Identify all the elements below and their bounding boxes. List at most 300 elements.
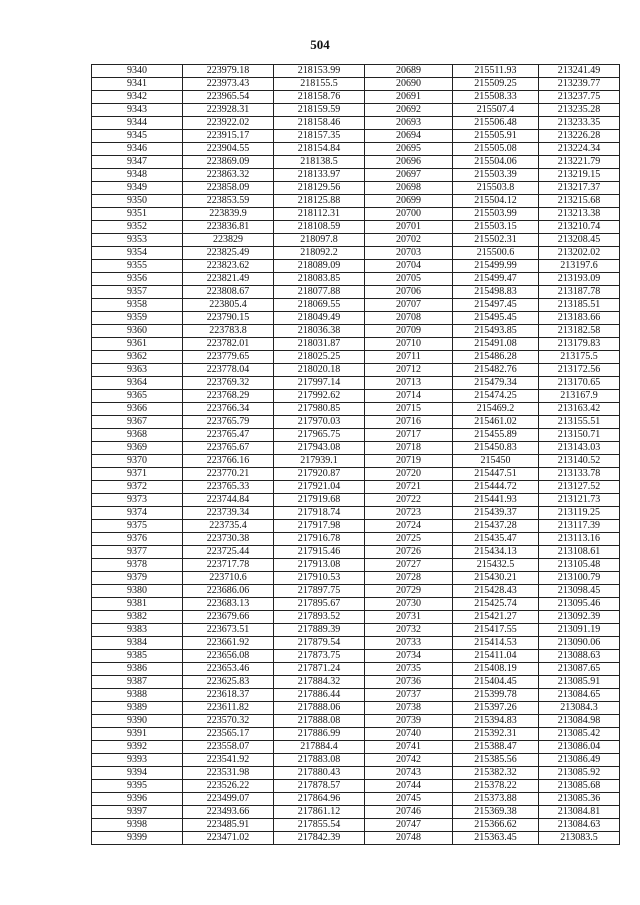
point-number-cell: 20704	[365, 260, 453, 273]
point-number-cell: 9390	[92, 715, 183, 728]
point-number-cell: 9388	[92, 689, 183, 702]
table-row	[92, 416, 620, 429]
point-number-cell: 9365	[92, 390, 183, 403]
y-coordinate-cell: 217884.32	[274, 676, 365, 689]
x-coordinate-cell: 223904.55	[183, 143, 274, 156]
x-coordinate-cell: 223725.44	[183, 546, 274, 559]
y-coordinate-cell: 217980.85	[274, 403, 365, 416]
point-number-cell: 9380	[92, 585, 183, 598]
table-row	[92, 104, 620, 117]
table-row	[92, 429, 620, 442]
y-coordinate-cell: 218155.5	[274, 78, 365, 91]
y-coordinate-cell: 217970.03	[274, 416, 365, 429]
point-number-cell: 20706	[365, 286, 453, 299]
table-row	[92, 598, 620, 611]
coordinates-table	[91, 64, 620, 845]
x-coordinate-cell: 223928.31	[183, 104, 274, 117]
x-coordinate-cell: 215404.45	[453, 676, 539, 689]
x-coordinate-cell: 215503.15	[453, 221, 539, 234]
point-number-cell: 9363	[92, 364, 183, 377]
x-coordinate-cell: 215394.83	[453, 715, 539, 728]
point-number-cell: 9392	[92, 741, 183, 754]
x-coordinate-cell: 215425.74	[453, 598, 539, 611]
x-coordinate-cell: 223839.9	[183, 208, 274, 221]
point-number-cell: 20702	[365, 234, 453, 247]
point-number-cell: 20714	[365, 390, 453, 403]
point-number-cell: 20722	[365, 494, 453, 507]
y-coordinate-cell: 213083.5	[539, 832, 620, 845]
table-row	[92, 260, 620, 273]
y-coordinate-cell: 213187.78	[539, 286, 620, 299]
x-coordinate-cell: 223683.13	[183, 598, 274, 611]
table-row	[92, 637, 620, 650]
x-coordinate-cell: 223790.15	[183, 312, 274, 325]
y-coordinate-cell: 217883.08	[274, 754, 365, 767]
y-coordinate-cell: 217921.04	[274, 481, 365, 494]
point-number-cell: 9397	[92, 806, 183, 819]
point-number-cell: 20731	[365, 611, 453, 624]
point-number-cell: 20707	[365, 299, 453, 312]
table-row	[92, 780, 620, 793]
table-row	[92, 442, 620, 455]
table-row	[92, 494, 620, 507]
x-coordinate-cell: 223565.17	[183, 728, 274, 741]
x-coordinate-cell: 223766.16	[183, 455, 274, 468]
x-coordinate-cell: 215444.72	[453, 481, 539, 494]
x-coordinate-cell: 215363.45	[453, 832, 539, 845]
point-number-cell: 9385	[92, 650, 183, 663]
y-coordinate-cell: 218031.87	[274, 338, 365, 351]
x-coordinate-cell: 215486.28	[453, 351, 539, 364]
point-number-cell: 9360	[92, 325, 183, 338]
table-row	[92, 611, 620, 624]
point-number-cell: 9362	[92, 351, 183, 364]
point-number-cell: 20733	[365, 637, 453, 650]
table-row	[92, 819, 620, 832]
point-number-cell: 20737	[365, 689, 453, 702]
point-number-cell: 9344	[92, 117, 183, 130]
point-number-cell: 9351	[92, 208, 183, 221]
x-coordinate-cell: 223766.34	[183, 403, 274, 416]
x-coordinate-cell: 223922.02	[183, 117, 274, 130]
x-coordinate-cell: 223653.46	[183, 663, 274, 676]
point-number-cell: 20747	[365, 819, 453, 832]
x-coordinate-cell: 215500.6	[453, 247, 539, 260]
y-coordinate-cell: 218083.85	[274, 273, 365, 286]
table-row	[92, 663, 620, 676]
x-coordinate-cell: 223625.83	[183, 676, 274, 689]
x-coordinate-cell: 215411.04	[453, 650, 539, 663]
x-coordinate-cell: 223471.02	[183, 832, 274, 845]
table-row	[92, 715, 620, 728]
y-coordinate-cell: 213084.98	[539, 715, 620, 728]
x-coordinate-cell: 215369.38	[453, 806, 539, 819]
y-coordinate-cell: 213193.09	[539, 273, 620, 286]
x-coordinate-cell: 223821.49	[183, 273, 274, 286]
x-coordinate-cell: 223783.8	[183, 325, 274, 338]
point-number-cell: 9355	[92, 260, 183, 273]
x-coordinate-cell: 215505.91	[453, 130, 539, 143]
point-number-cell: 9386	[92, 663, 183, 676]
y-coordinate-cell: 218020.18	[274, 364, 365, 377]
x-coordinate-cell: 215437.28	[453, 520, 539, 533]
y-coordinate-cell: 217871.24	[274, 663, 365, 676]
table-row	[92, 195, 620, 208]
table-row	[92, 286, 620, 299]
y-coordinate-cell: 218153.99	[274, 65, 365, 78]
x-coordinate-cell: 215385.56	[453, 754, 539, 767]
y-coordinate-cell: 218159.59	[274, 104, 365, 117]
y-coordinate-cell: 213140.52	[539, 455, 620, 468]
x-coordinate-cell: 215432.5	[453, 559, 539, 572]
y-coordinate-cell: 213167.9	[539, 390, 620, 403]
table-row	[92, 234, 620, 247]
point-number-cell: 20691	[365, 91, 453, 104]
x-coordinate-cell: 215366.62	[453, 819, 539, 832]
x-coordinate-cell: 215469.2	[453, 403, 539, 416]
table-row	[92, 806, 620, 819]
table-row	[92, 338, 620, 351]
y-coordinate-cell: 213235.28	[539, 104, 620, 117]
x-coordinate-cell: 215497.45	[453, 299, 539, 312]
y-coordinate-cell: 213208.45	[539, 234, 620, 247]
table-row	[92, 689, 620, 702]
x-coordinate-cell: 215378.22	[453, 780, 539, 793]
point-number-cell: 9399	[92, 832, 183, 845]
x-coordinate-cell: 215408.19	[453, 663, 539, 676]
y-coordinate-cell: 213143.03	[539, 442, 620, 455]
x-coordinate-cell: 223765.79	[183, 416, 274, 429]
y-coordinate-cell: 218069.55	[274, 299, 365, 312]
point-number-cell: 20695	[365, 143, 453, 156]
point-number-cell: 20717	[365, 429, 453, 442]
y-coordinate-cell: 217919.68	[274, 494, 365, 507]
y-coordinate-cell: 213092.39	[539, 611, 620, 624]
y-coordinate-cell: 218025.25	[274, 351, 365, 364]
x-coordinate-cell: 215507.4	[453, 104, 539, 117]
x-coordinate-cell: 223823.62	[183, 260, 274, 273]
table-row	[92, 767, 620, 780]
table-row	[92, 403, 620, 416]
point-number-cell: 9375	[92, 520, 183, 533]
y-coordinate-cell: 213179.83	[539, 338, 620, 351]
point-number-cell: 9343	[92, 104, 183, 117]
y-coordinate-cell: 217915.46	[274, 546, 365, 559]
y-coordinate-cell: 213119.25	[539, 507, 620, 520]
point-number-cell: 20709	[365, 325, 453, 338]
y-coordinate-cell: 213117.39	[539, 520, 620, 533]
x-coordinate-cell: 215430.21	[453, 572, 539, 585]
x-coordinate-cell: 215508.33	[453, 91, 539, 104]
x-coordinate-cell: 223863.32	[183, 169, 274, 182]
y-coordinate-cell: 217916.78	[274, 533, 365, 546]
x-coordinate-cell: 223979.18	[183, 65, 274, 78]
y-coordinate-cell: 213085.91	[539, 676, 620, 689]
y-coordinate-cell: 218036.38	[274, 325, 365, 338]
table-row	[92, 572, 620, 585]
x-coordinate-cell: 215439.37	[453, 507, 539, 520]
y-coordinate-cell: 217884.4	[274, 741, 365, 754]
y-coordinate-cell: 213090.06	[539, 637, 620, 650]
y-coordinate-cell: 217886.44	[274, 689, 365, 702]
y-coordinate-cell: 213217.37	[539, 182, 620, 195]
point-number-cell: 9358	[92, 299, 183, 312]
point-number-cell: 20726	[365, 546, 453, 559]
table-row	[92, 169, 620, 182]
x-coordinate-cell: 223765.33	[183, 481, 274, 494]
table-row	[92, 377, 620, 390]
x-coordinate-cell: 215503.8	[453, 182, 539, 195]
y-coordinate-cell: 217918.74	[274, 507, 365, 520]
table-row	[92, 78, 620, 91]
y-coordinate-cell: 213239.77	[539, 78, 620, 91]
point-number-cell: 20723	[365, 507, 453, 520]
y-coordinate-cell: 217855.54	[274, 819, 365, 832]
table-row	[92, 325, 620, 338]
x-coordinate-cell: 223770.21	[183, 468, 274, 481]
y-coordinate-cell: 213219.15	[539, 169, 620, 182]
y-coordinate-cell: 217920.87	[274, 468, 365, 481]
x-coordinate-cell: 223570.32	[183, 715, 274, 728]
x-coordinate-cell: 223829	[183, 234, 274, 247]
point-number-cell: 20730	[365, 598, 453, 611]
point-number-cell: 9398	[92, 819, 183, 832]
point-number-cell: 20728	[365, 572, 453, 585]
x-coordinate-cell: 215509.25	[453, 78, 539, 91]
table-row	[92, 793, 620, 806]
point-number-cell: 9352	[92, 221, 183, 234]
x-coordinate-cell: 223661.92	[183, 637, 274, 650]
x-coordinate-cell: 223768.29	[183, 390, 274, 403]
point-number-cell: 9371	[92, 468, 183, 481]
point-number-cell: 9361	[92, 338, 183, 351]
x-coordinate-cell: 223744.84	[183, 494, 274, 507]
y-coordinate-cell: 213127.52	[539, 481, 620, 494]
y-coordinate-cell: 217897.75	[274, 585, 365, 598]
y-coordinate-cell: 213226.28	[539, 130, 620, 143]
point-number-cell: 9394	[92, 767, 183, 780]
table-body	[92, 65, 620, 845]
table-row	[92, 91, 620, 104]
y-coordinate-cell: 213150.71	[539, 429, 620, 442]
y-coordinate-cell: 218112.31	[274, 208, 365, 221]
y-coordinate-cell: 213163.42	[539, 403, 620, 416]
point-number-cell: 9383	[92, 624, 183, 637]
y-coordinate-cell: 213088.63	[539, 650, 620, 663]
point-number-cell: 9370	[92, 455, 183, 468]
table-row	[92, 741, 620, 754]
y-coordinate-cell: 213084.63	[539, 819, 620, 832]
point-number-cell: 9340	[92, 65, 183, 78]
x-coordinate-cell: 223869.09	[183, 156, 274, 169]
y-coordinate-cell: 217889.39	[274, 624, 365, 637]
x-coordinate-cell: 215450	[453, 455, 539, 468]
y-coordinate-cell: 218089.09	[274, 260, 365, 273]
point-number-cell: 20713	[365, 377, 453, 390]
y-coordinate-cell: 218158.46	[274, 117, 365, 130]
y-coordinate-cell: 217913.08	[274, 559, 365, 572]
point-number-cell: 9387	[92, 676, 183, 689]
y-coordinate-cell: 218154.84	[274, 143, 365, 156]
table-row	[92, 364, 620, 377]
point-number-cell: 20715	[365, 403, 453, 416]
point-number-cell: 9350	[92, 195, 183, 208]
point-number-cell: 9367	[92, 416, 183, 429]
x-coordinate-cell: 223765.67	[183, 442, 274, 455]
y-coordinate-cell: 213233.35	[539, 117, 620, 130]
table-row	[92, 65, 620, 78]
x-coordinate-cell: 223973.43	[183, 78, 274, 91]
y-coordinate-cell: 213170.65	[539, 377, 620, 390]
point-number-cell: 9353	[92, 234, 183, 247]
x-coordinate-cell: 223558.07	[183, 741, 274, 754]
y-coordinate-cell: 217873.75	[274, 650, 365, 663]
x-coordinate-cell: 223778.04	[183, 364, 274, 377]
table-row	[92, 468, 620, 481]
x-coordinate-cell: 215493.85	[453, 325, 539, 338]
x-coordinate-cell: 215498.83	[453, 286, 539, 299]
table-row	[92, 299, 620, 312]
y-coordinate-cell: 218133.97	[274, 169, 365, 182]
point-number-cell: 9366	[92, 403, 183, 416]
point-number-cell: 9357	[92, 286, 183, 299]
y-coordinate-cell: 217888.08	[274, 715, 365, 728]
y-coordinate-cell: 213084.3	[539, 702, 620, 715]
point-number-cell: 20746	[365, 806, 453, 819]
table-row	[92, 130, 620, 143]
point-number-cell: 20740	[365, 728, 453, 741]
x-coordinate-cell: 215502.31	[453, 234, 539, 247]
x-coordinate-cell: 215417.55	[453, 624, 539, 637]
y-coordinate-cell: 213085.68	[539, 780, 620, 793]
point-number-cell: 9341	[92, 78, 183, 91]
y-coordinate-cell: 213100.79	[539, 572, 620, 585]
y-coordinate-cell: 213086.49	[539, 754, 620, 767]
y-coordinate-cell: 213084.81	[539, 806, 620, 819]
x-coordinate-cell: 215461.02	[453, 416, 539, 429]
point-number-cell: 9377	[92, 546, 183, 559]
y-coordinate-cell: 217878.57	[274, 780, 365, 793]
x-coordinate-cell: 215504.12	[453, 195, 539, 208]
y-coordinate-cell: 213210.74	[539, 221, 620, 234]
point-number-cell: 20727	[365, 559, 453, 572]
table-row	[92, 624, 620, 637]
y-coordinate-cell: 218125.88	[274, 195, 365, 208]
x-coordinate-cell: 215397.26	[453, 702, 539, 715]
x-coordinate-cell: 215506.48	[453, 117, 539, 130]
y-coordinate-cell: 213087.65	[539, 663, 620, 676]
point-number-cell: 9378	[92, 559, 183, 572]
point-number-cell: 20725	[365, 533, 453, 546]
y-coordinate-cell: 217879.54	[274, 637, 365, 650]
y-coordinate-cell: 217997.14	[274, 377, 365, 390]
y-coordinate-cell: 217842.39	[274, 832, 365, 845]
x-coordinate-cell: 215504.06	[453, 156, 539, 169]
y-coordinate-cell: 213113.16	[539, 533, 620, 546]
y-coordinate-cell: 217861.12	[274, 806, 365, 819]
x-coordinate-cell: 223782.01	[183, 338, 274, 351]
x-coordinate-cell: 223485.91	[183, 819, 274, 832]
point-number-cell: 20738	[365, 702, 453, 715]
x-coordinate-cell: 223765.47	[183, 429, 274, 442]
x-coordinate-cell: 215503.99	[453, 208, 539, 221]
y-coordinate-cell: 218092.2	[274, 247, 365, 260]
point-number-cell: 20718	[365, 442, 453, 455]
x-coordinate-cell: 223808.67	[183, 286, 274, 299]
y-coordinate-cell: 218129.56	[274, 182, 365, 195]
y-coordinate-cell: 213095.46	[539, 598, 620, 611]
y-coordinate-cell: 213172.56	[539, 364, 620, 377]
point-number-cell: 9347	[92, 156, 183, 169]
y-coordinate-cell: 218158.76	[274, 91, 365, 104]
point-number-cell: 9369	[92, 442, 183, 455]
point-number-cell: 20711	[365, 351, 453, 364]
x-coordinate-cell: 215499.47	[453, 273, 539, 286]
y-coordinate-cell: 217992.62	[274, 390, 365, 403]
point-number-cell: 20696	[365, 156, 453, 169]
point-number-cell: 9356	[92, 273, 183, 286]
x-coordinate-cell: 223836.81	[183, 221, 274, 234]
table-row	[92, 273, 620, 286]
table-row	[92, 559, 620, 572]
x-coordinate-cell: 223965.54	[183, 91, 274, 104]
y-coordinate-cell: 213085.36	[539, 793, 620, 806]
x-coordinate-cell: 215479.34	[453, 377, 539, 390]
point-number-cell: 9381	[92, 598, 183, 611]
x-coordinate-cell: 223915.17	[183, 130, 274, 143]
y-coordinate-cell: 213121.73	[539, 494, 620, 507]
point-number-cell: 20708	[365, 312, 453, 325]
table-row	[92, 546, 620, 559]
x-coordinate-cell: 215421.27	[453, 611, 539, 624]
x-coordinate-cell: 215414.53	[453, 637, 539, 650]
point-number-cell: 20692	[365, 104, 453, 117]
x-coordinate-cell: 215511.93	[453, 65, 539, 78]
y-coordinate-cell: 218077.88	[274, 286, 365, 299]
y-coordinate-cell: 213133.78	[539, 468, 620, 481]
x-coordinate-cell: 215474.25	[453, 390, 539, 403]
x-coordinate-cell: 215450.83	[453, 442, 539, 455]
y-coordinate-cell: 218049.49	[274, 312, 365, 325]
table-row	[92, 520, 620, 533]
table-row	[92, 728, 620, 741]
table-row	[92, 585, 620, 598]
point-number-cell: 20698	[365, 182, 453, 195]
x-coordinate-cell: 223779.65	[183, 351, 274, 364]
y-coordinate-cell: 213182.58	[539, 325, 620, 338]
table-row	[92, 390, 620, 403]
y-coordinate-cell: 213185.51	[539, 299, 620, 312]
x-coordinate-cell: 223769.32	[183, 377, 274, 390]
point-number-cell: 9376	[92, 533, 183, 546]
point-number-cell: 20719	[365, 455, 453, 468]
x-coordinate-cell: 223618.37	[183, 689, 274, 702]
point-number-cell: 9349	[92, 182, 183, 195]
x-coordinate-cell: 215434.13	[453, 546, 539, 559]
point-number-cell: 20729	[365, 585, 453, 598]
point-number-cell: 20744	[365, 780, 453, 793]
x-coordinate-cell: 215373.88	[453, 793, 539, 806]
y-coordinate-cell: 213108.61	[539, 546, 620, 559]
y-coordinate-cell: 213237.75	[539, 91, 620, 104]
point-number-cell: 9396	[92, 793, 183, 806]
point-number-cell: 20739	[365, 715, 453, 728]
table-row	[92, 156, 620, 169]
point-number-cell: 9384	[92, 637, 183, 650]
y-coordinate-cell: 213221.79	[539, 156, 620, 169]
y-coordinate-cell: 213241.49	[539, 65, 620, 78]
point-number-cell: 9346	[92, 143, 183, 156]
